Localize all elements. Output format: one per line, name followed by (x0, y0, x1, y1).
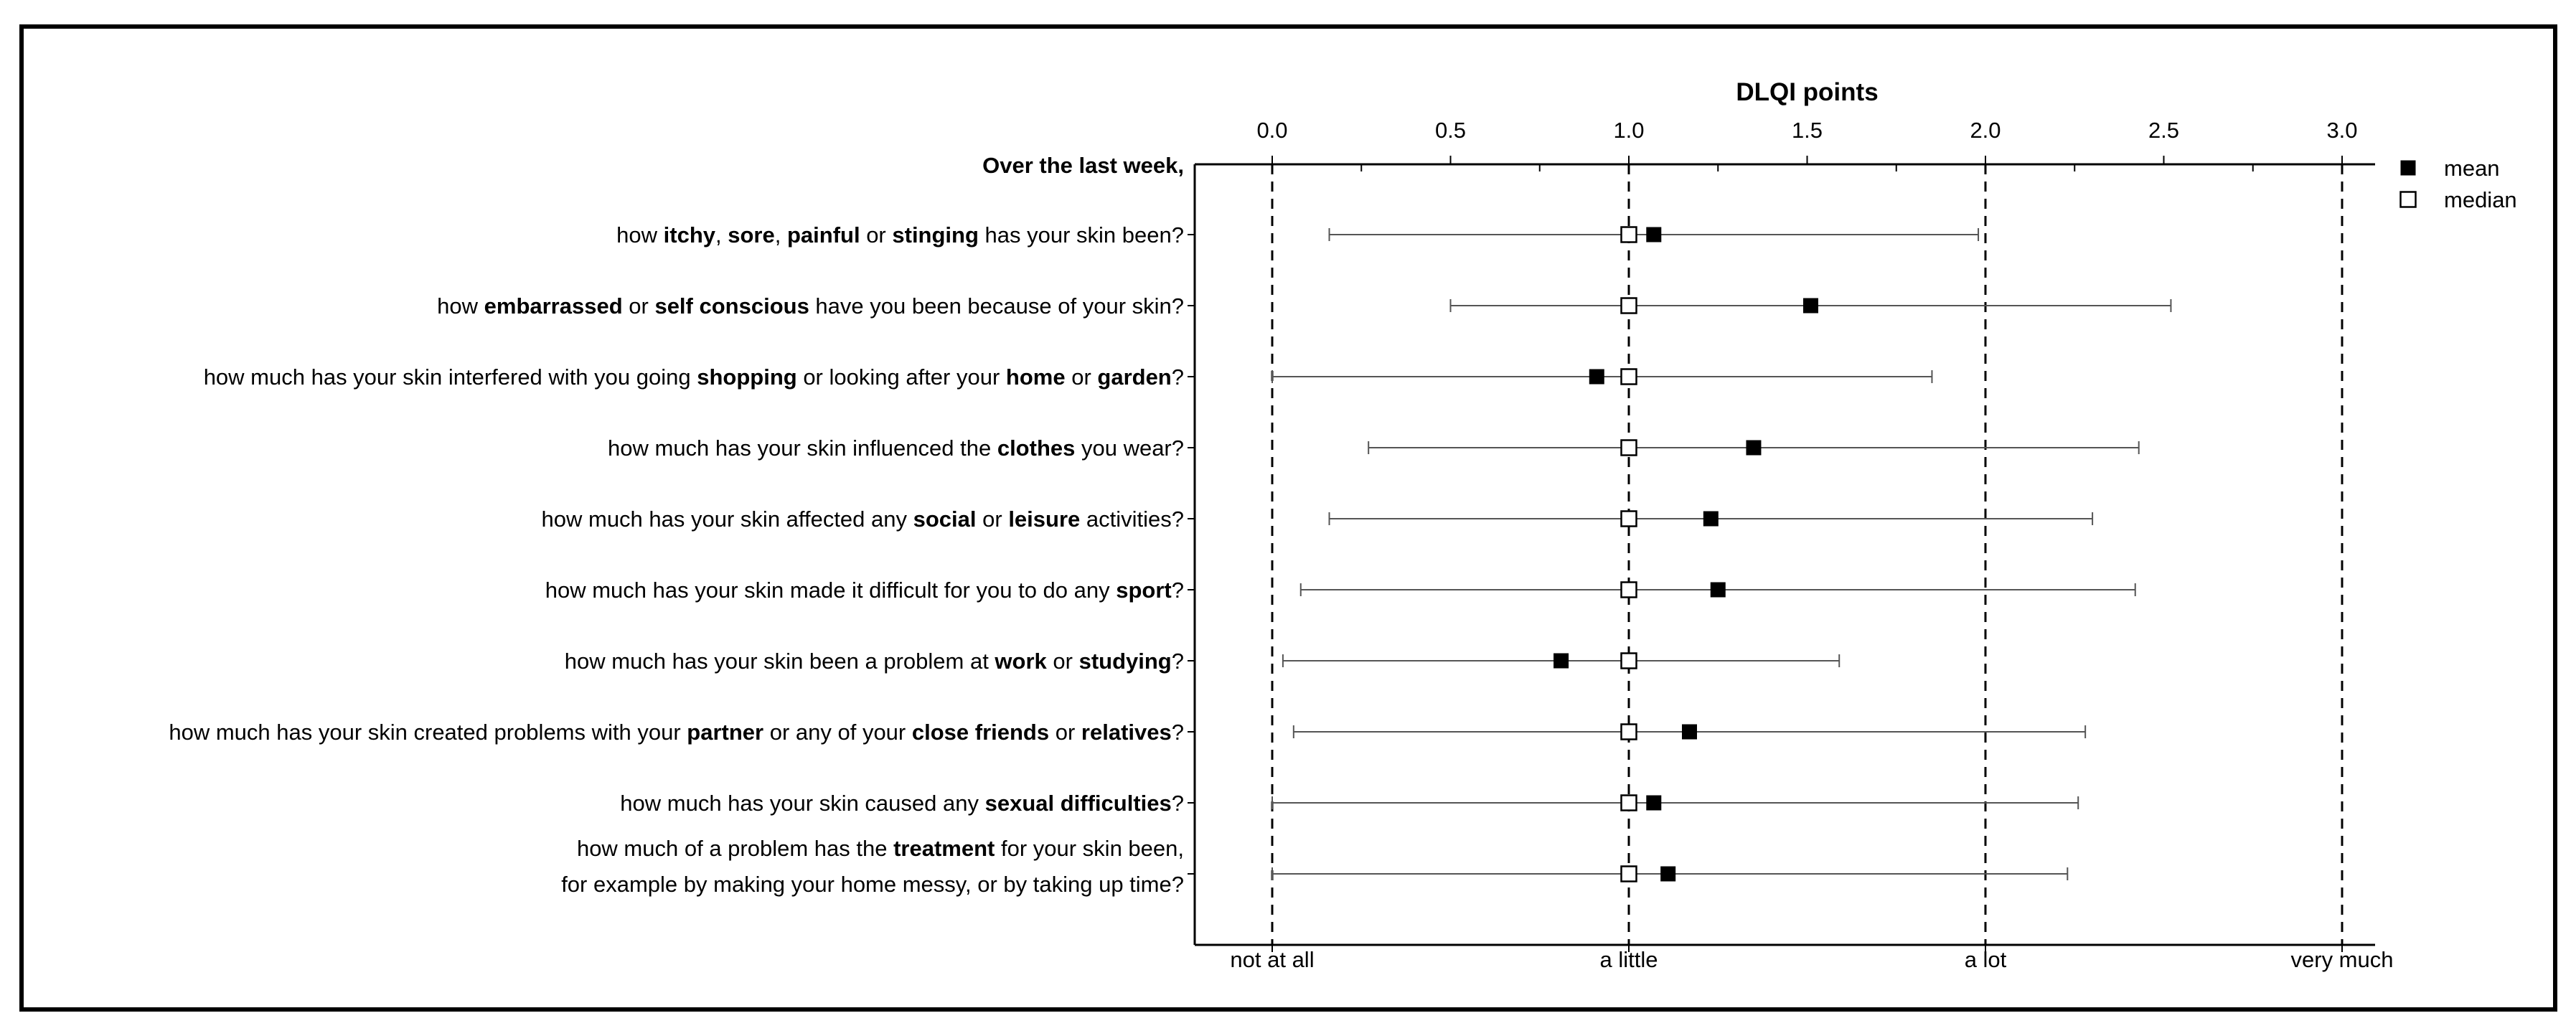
category-label-part: self conscious (654, 293, 809, 319)
category-label-part: ? (1171, 649, 1184, 674)
median-marker (1622, 725, 1637, 740)
category-label (565, 649, 1184, 674)
mean-marker (1553, 654, 1569, 669)
x-tick-label: 0.5 (1434, 118, 1467, 143)
category-label-part: you wear? (1075, 435, 1184, 461)
median-marker (1622, 369, 1637, 385)
mean-marker (1711, 583, 1726, 598)
reference-label: a little (1599, 947, 1658, 972)
category-label (437, 293, 1184, 319)
category-label-part: garden (1097, 364, 1172, 390)
category-label-part: how much has your skin influenced the (608, 435, 997, 461)
mean-marker (1589, 369, 1604, 385)
x-tick-label: 1.0 (1613, 118, 1645, 143)
legend-median-marker (2401, 192, 2416, 207)
x-tick-label: 1.5 (1791, 118, 1823, 143)
category-label (545, 578, 1184, 603)
category-label-part: shopping (697, 364, 797, 390)
category-label-part: clothes (997, 435, 1076, 461)
category-label-part: or (1065, 364, 1098, 390)
category-label (169, 720, 1184, 745)
category-label-part: how much has your skin affected any (541, 507, 913, 532)
x-tick-label: 0.0 (1256, 118, 1288, 143)
category-label-part: activities? (1080, 507, 1184, 532)
x-axis-title: DLQI points (1736, 78, 1879, 106)
category-label-part: how much has your skin been a problem at (564, 649, 995, 674)
category-label-part: ? (1171, 720, 1184, 745)
median-marker (1622, 512, 1637, 527)
category-label-part: or (1049, 720, 1081, 745)
x-tick-label: 3.0 (2326, 118, 2358, 143)
legend-label: mean (2444, 156, 2500, 181)
median-marker (1622, 867, 1637, 882)
category-label (204, 364, 1184, 390)
x-tick-label: 2.5 (2148, 118, 2180, 143)
category-label-part: how much has your skin made it difficult for you to do any (545, 578, 1117, 603)
category-label-part: sexual difficulties (984, 791, 1172, 816)
category-label-part: has your skin been? (978, 222, 1184, 248)
category-label (616, 222, 1184, 248)
median-marker (1622, 227, 1637, 242)
category-label (561, 872, 1184, 897)
x-tick-label: 2.0 (1970, 118, 2001, 143)
category-label-part: or any of your (763, 720, 912, 745)
category-label-part: sport (1116, 578, 1172, 603)
mean-marker (1660, 867, 1675, 882)
category-label-part: ? (1171, 364, 1184, 390)
category-label-part: or (622, 293, 655, 319)
category-label-part: have you been because of your skin? (809, 293, 1184, 319)
mean-marker (1703, 512, 1719, 527)
median-marker (1622, 298, 1637, 314)
category-label-part: partner (687, 720, 764, 745)
category-label-part: leisure (1008, 507, 1081, 532)
category-label-part: how much has your skin caused any (620, 791, 985, 816)
legend-label: median (2444, 187, 2517, 212)
reference-label: very much (2290, 947, 2394, 972)
category-label (577, 836, 1184, 861)
category-label-part: ? (1171, 578, 1184, 603)
mean-marker (1682, 725, 1697, 740)
median-marker (1622, 796, 1637, 811)
category-label-part: studying (1078, 649, 1172, 674)
category-label-part: painful (786, 222, 860, 248)
category-label-part: stinging (892, 222, 979, 248)
category-label-part: work (995, 649, 1047, 674)
category-label-part: relatives (1081, 720, 1172, 745)
category-label-part: itchy (663, 222, 716, 248)
category-label-part: or (1046, 649, 1079, 674)
category-label-part: close friends (911, 720, 1050, 745)
category-label-part: how (616, 222, 664, 248)
category-label-part: how much of a problem has the (576, 836, 894, 861)
reference-label: not at all (1230, 947, 1315, 972)
median-marker (1622, 654, 1637, 669)
category-label-part: or (860, 222, 893, 248)
category-label-part: for your skin been, (995, 836, 1184, 861)
category-label-part: social (913, 507, 977, 532)
category-label (608, 435, 1184, 461)
category-label-part: how much has your skin created problems with your (169, 720, 687, 745)
category-label-part: , (774, 222, 787, 248)
category-label (542, 507, 1184, 532)
category-label-part: how much has your skin interfered with you going (203, 364, 697, 390)
mean-marker (1746, 441, 1761, 456)
category-label-part: ? (1171, 791, 1184, 816)
mean-marker (1646, 227, 1661, 242)
category-label-part: for example by making your home messy, or by taking up time? (561, 872, 1184, 897)
category-label (620, 791, 1184, 816)
legend-mean-marker (2401, 161, 2416, 176)
median-marker (1622, 441, 1637, 456)
category-label-part: , (715, 222, 728, 248)
category-label-part: treatment (893, 836, 995, 861)
mean-marker (1803, 298, 1818, 314)
category-label-part: or looking after your (796, 364, 1006, 390)
category-label-part: embarrassed (484, 293, 623, 319)
mean-marker (1646, 796, 1661, 811)
category-label-part: or (976, 507, 1009, 532)
category-label-part: home (1005, 364, 1066, 390)
reference-label: a lot (1964, 947, 2007, 972)
category-label-part: sore (728, 222, 775, 248)
category-label-part: how (437, 293, 484, 319)
question-header: Over the last week, (982, 153, 1184, 178)
median-marker (1622, 583, 1637, 598)
